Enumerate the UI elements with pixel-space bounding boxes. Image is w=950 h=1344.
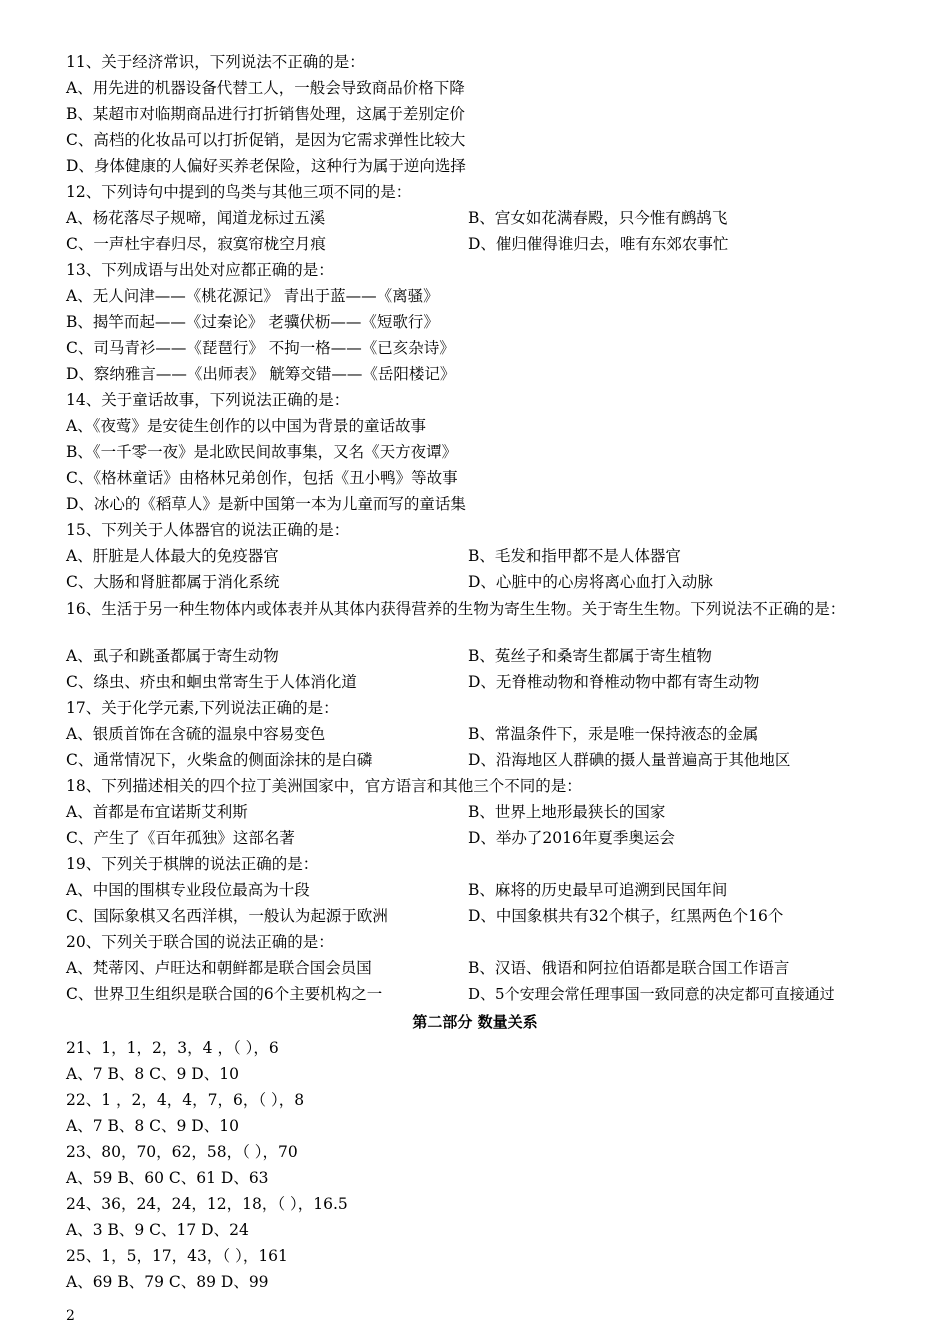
question-20-option-b: B、汉语、俄语和阿拉伯语都是联合国工作语言 (468, 959, 790, 977)
question-17-option-c: C、通常情况下，火柴盒的侧面涂抹的是白磷 (66, 751, 373, 769)
question-14-option-c: C、《格林童话》由格林兄弟创作，包括《丑小鸭》等故事 (66, 469, 458, 487)
question-13-option-a: A、无人问津——《桃花源记》 青出于蓝——《离骚》 (66, 287, 439, 305)
question-11-option-d: D、身体健康的人偏好买养老保险，这种行为属于逆向选择 (66, 157, 466, 175)
question-17-option-d: D、沿海地区人群碘的摄人量普遍高于其他地区 (468, 751, 791, 769)
question-22-stem: 22、1 ，2，4，4，7，6，（ ），8 (66, 1091, 305, 1109)
question-18-option-b: B、世界上地形最狭长的国家 (468, 803, 666, 821)
question-13-option-d: D、察纳雅言——《出师表》 觥筹交错——《岳阳楼记》 (66, 365, 456, 383)
question-11-option-b: B、某超市对临期商品进行打折销售处理，这属于差别定价 (66, 105, 465, 123)
question-24-stem: 24、36，24，24，12，18，（ ），16.5 (66, 1195, 348, 1213)
page-number: 2 (66, 1308, 75, 1324)
question-24-options: A、3 B、9 C、17 D、24 (66, 1221, 249, 1239)
question-20-option-a: A、梵蒂冈、卢旺达和朝鲜都是联合国会员国 (66, 959, 372, 977)
question-19-stem: 19、下列关于棋牌的说法正确的是： (66, 855, 319, 873)
question-15-option-b: B、毛发和指甲都不是人体器官 (468, 547, 681, 565)
question-11-stem: 11、关于经济常识，下列说法不正确的是： (66, 53, 365, 71)
question-16-stem: 16、生活于另一种生物体内或体表并从其体内获得营养的生物为寄生生物。关于寄生生物。下列说法不正确的是： (66, 600, 846, 618)
question-14-option-b: B、《一千零一夜》是北欧民间故事集，又名《天方夜谭》 (66, 443, 458, 461)
question-13-option-c: C、司马青衫——《琵琶行》 不拘一格——《已亥杂诗》 (66, 339, 455, 357)
question-25-options: A、69 B、79 C、89 D、99 (66, 1273, 269, 1291)
question-12-stem: 12、下列诗句中提到的鸟类与其他三项不同的是： (66, 183, 412, 201)
question-11-option-c: C、高档的化妆品可以打折促销，是因为它需求弹性比较大 (66, 131, 466, 149)
question-20-option-c: C、世界卫生组织是联合国的6个主要机构之一 (66, 985, 383, 1003)
question-23-options: A、59 B、60 C、61 D、63 (66, 1169, 269, 1187)
question-18-option-a: A、首都是布宜诺斯艾利斯 (66, 803, 248, 821)
question-22-options: A、7 B、8 C、9 D、10 (66, 1117, 239, 1135)
question-21-stem: 21、1，1，2，3，4 ，（ ），6 (66, 1039, 279, 1057)
question-18-stem: 18、下列描述相关的四个拉丁美洲国家中，官方语言和其他三个不同的是： (66, 777, 582, 795)
question-14-option-a: A、《夜莺》是安徒生创作的以中国为背景的童话故事 (66, 417, 426, 435)
question-14-option-d: D、冰心的《稻草人》是新中国第一本为儿童而写的童话集 (66, 495, 466, 513)
question-17-stem: 17、关于化学元素,下列说法正确的是： (66, 699, 339, 717)
question-15-option-c: C、大肠和肾脏都属于消化系统 (66, 573, 280, 591)
question-23-stem: 23、80，70，62，58，（ ），70 (66, 1143, 298, 1161)
question-21-options: A、7 B、8 C、9 D、10 (66, 1065, 239, 1083)
question-16-option-c: C、绦虫、疥虫和蛔虫常寄生于人体消化道 (66, 673, 357, 691)
question-16-option-a: A、虱子和跳蚤都属于寄生动物 (66, 647, 279, 665)
question-18-option-d: D、举办了2016年夏季奥运会 (468, 829, 675, 847)
question-19-option-d: D、中国象棋共有32个棋子，红黑两色个16个 (468, 907, 784, 925)
question-14-stem: 14、关于童话故事，下列说法正确的是： (66, 391, 350, 409)
question-13-stem: 13、下列成语与出处对应都正确的是： (66, 261, 334, 279)
question-13-option-b: B、揭竿而起——《过秦论》 老骥伏枥——《短歌行》 (66, 313, 439, 331)
question-16-option-b: B、菟丝子和桑寄生都属于寄生植物 (468, 647, 712, 665)
question-19-option-c: C、国际象棋又名西洋棋，一般认为起源于欧洲 (66, 907, 388, 925)
question-25-stem: 25、1，5，17，43，（ ），161 (66, 1247, 288, 1265)
question-12-option-c: C、一声杜宇春归尽，寂寞帘栊空月痕 (66, 235, 326, 253)
question-15-option-d: D、心脏中的心房将离心血打入动脉 (468, 573, 713, 591)
question-12-option-b: B、宫女如花满春殿，只今惟有鹧鸪飞 (468, 209, 728, 227)
question-20-option-d: D、5个安理会常任理事国一致同意的决定都可直接通过 (468, 985, 835, 1003)
question-11-option-a: A、用先进的机器设备代替工人，一般会导致商品价格下降 (66, 79, 465, 97)
question-15-stem: 15、下列关于人体器官的说法正确的是： (66, 521, 350, 539)
question-17-option-b: B、常温条件下，汞是唯一保持液态的金属 (468, 725, 759, 743)
question-19-option-a: A、中国的围棋专业段位最高为十段 (66, 881, 310, 899)
question-20-stem: 20、下列关于联合国的说法正确的是： (66, 933, 334, 951)
question-19-option-b: B、麻将的历史最早可追溯到民国年间 (468, 881, 728, 899)
question-15-option-a: A、肝脏是人体最大的免疫器官 (66, 547, 279, 565)
question-12-option-a: A、杨花落尽子规啼，闻道龙标过五溪 (66, 209, 326, 227)
question-16-option-d: D、无脊椎动物和脊椎动物中都有寄生动物 (468, 673, 760, 691)
section-title: 第二部分 数量关系 (412, 1013, 538, 1031)
question-12-option-d: D、催归催得谁归去，唯有东郊农事忙 (468, 235, 729, 253)
question-17-option-a: A、银质首饰在含硫的温泉中容易变色 (66, 725, 326, 743)
question-18-option-c: C、产生了《百年孤独》这部名著 (66, 829, 295, 847)
